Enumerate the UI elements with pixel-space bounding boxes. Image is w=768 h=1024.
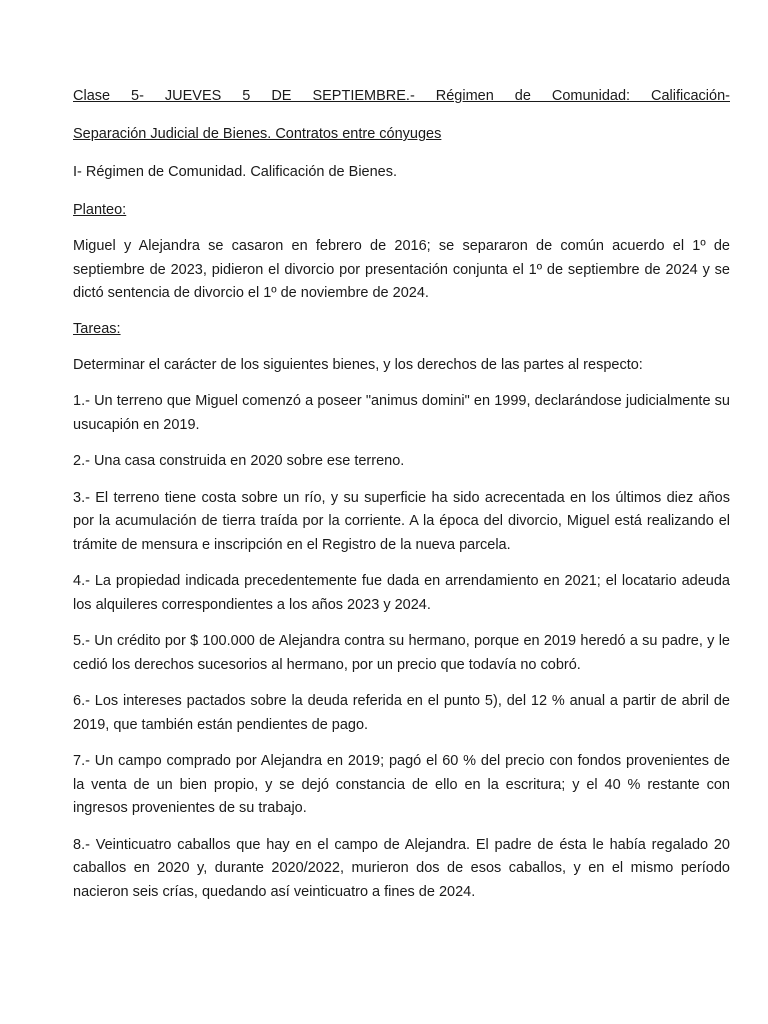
planteo-label: Planteo: [73,202,127,218]
document-title-line-1: Clase 5- JUEVES 5 DE SEPTIEMBRE.- Régimen de Comunidad: Calificación- [73,88,730,104]
list-item: 7.- Un campo comprado por Alejandra en 2019; pagó el 60 % del precio con fondos provenientes de la venta de un bien propio, y se dejó constancia de ello en la escritura; y el 40 % restante con ingresos provenientes de su trabajo. [73,753,730,816]
list-item: 1.- Un terreno que Miguel comenzó a poseer "animus domini" en 1999, declarándose judicialmente su usucapión en 2019. [73,393,730,433]
list-item: 6.- Los intereses pactados sobre la deuda referida en el punto 5), del 12 % anual a partir de abril de 2019, que también están pendientes de pago. [73,693,730,733]
list-item: 2.- Una casa construida en 2020 sobre ese terreno. [73,453,405,469]
tareas-intro: Determinar el carácter de los siguientes bienes, y los derechos de las partes al respecto: [73,356,643,373]
document-page [73,86,730,917]
section-heading: I- Régimen de Comunidad. Calificación de Bienes. [73,164,398,180]
list-item: 8.- Veinticuatro caballos que hay en el campo de Alejandra. El padre de ésta le había regalado 20 caballos en 2020 y, durante 2020/2022, murieron dos de esos caballos, y en el mismo período nacieron seis crías, quedando así veinticuatro a fines de 2024. [73,836,730,900]
planteo-text: Miguel y Alejandra se casaron en febrero de 2016; se separaron de común acuerdo el 1º de septiembre de 2023, pidieron el divorcio por presentación conjunta el 1º de septiembre de 2024 y se dictó sentencia de divorcio el 1º de noviembre de 2024. [73,238,730,301]
list-item: 4.- La propiedad indicada precedentemente fue dada en arrendamiento en 2021; el locatario adeuda los alquileres correspondientes a los años 2023 y 2024. [73,573,730,613]
tareas-label: Tareas: [73,320,121,337]
list-item: 3.- El terreno tiene costa sobre un río, y su superficie ha sido acrecentada en los últimos diez años por la acumulación de tierra traída por la corriente. A la época del divorcio, Miguel está realizando el trámite de mensura e inscripción en el Registro de la nueva parcela. [73,489,730,553]
list-item: 5.- Un crédito por $ 100.000 de Alejandra contra su hermano, porque en 2019 heredó a su padre, y le cedió los derechos sucesorios al hermano, por un precio que todavía no cobró. [73,633,730,673]
document-title-line-2: Separación Judicial de Bienes. Contratos entre cónyuges [73,126,442,142]
